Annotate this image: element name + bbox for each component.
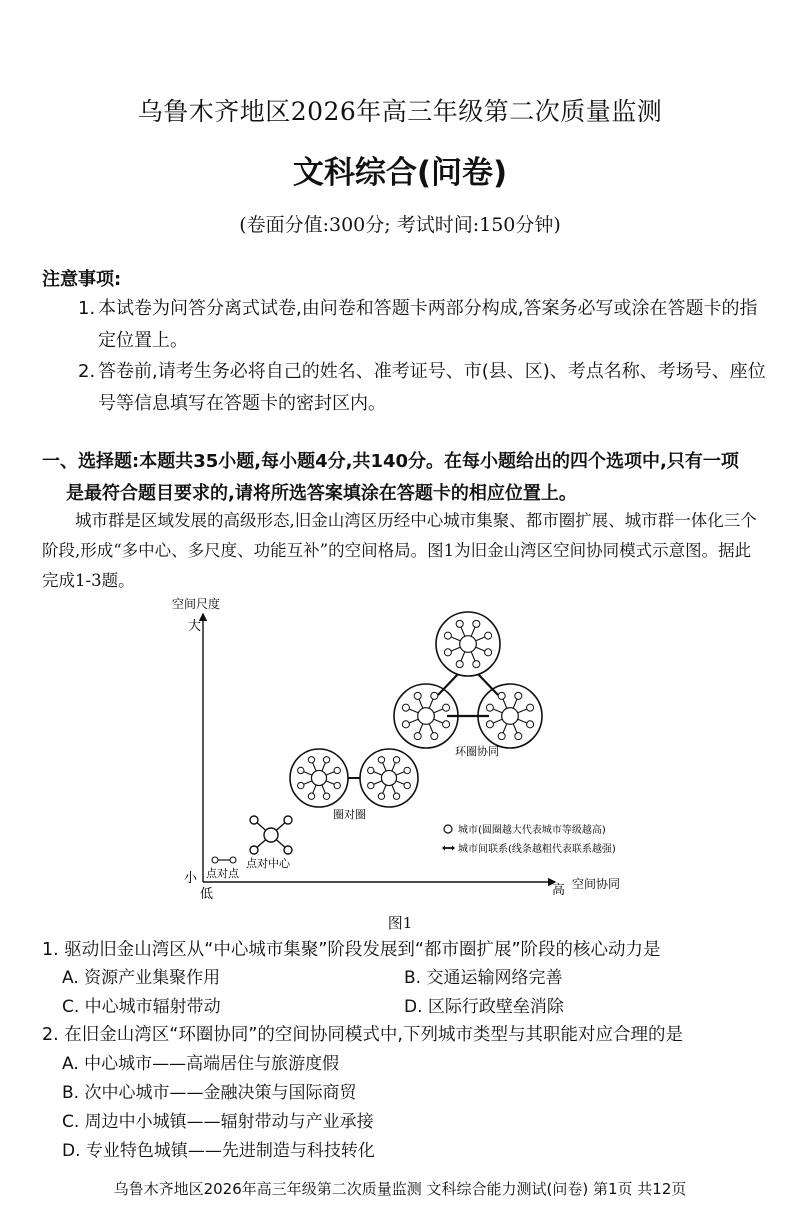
- city-node: [498, 692, 505, 699]
- city-hub: [502, 708, 519, 725]
- section-heading-line: 是最符合题目要求的,请将所选答案填涂在答题卡的相应位置上。: [66, 483, 577, 504]
- city-node: [444, 649, 451, 656]
- section-heading-line: 一、选择题:本题共35小题,每小题4分,共140分。在每小题给出的四个选项中,只有一项: [42, 451, 739, 472]
- city-node: [393, 757, 399, 763]
- city-node: [444, 632, 451, 639]
- question-2-stem: 2. 在旧金山湾区“环圈协同”的空间协同模式中,下列城市类型与其职能对应合理的是: [42, 1025, 683, 1045]
- city-node: [378, 793, 384, 799]
- question-intro: 城市群是区域发展的高级形态,旧金山湾区历经中心城市集聚、都市圈扩展、城市群一体化三个阶段,形成“多中心、多尺度、功能互补”的空间格局。图1为旧金山湾区空间协同模式示意图。据此完成1-3题。: [42, 511, 757, 590]
- city-node: [443, 704, 450, 711]
- city-node: [456, 661, 463, 668]
- stage-label: 环圈协同: [455, 745, 499, 758]
- notice-item: [78, 293, 768, 357]
- city-node: [323, 757, 329, 763]
- notice-heading: 注意事项:: [42, 269, 122, 290]
- section-heading: [42, 446, 767, 510]
- figure-caption: 图1: [387, 914, 413, 932]
- city-node: [527, 704, 534, 711]
- city-node: [414, 733, 421, 740]
- city-node: [485, 632, 492, 639]
- legend-text: 城市(圆圈越大代表城市等级越高): [458, 825, 606, 836]
- city-node: [486, 721, 493, 728]
- x-low-label: 低: [200, 887, 214, 902]
- city-node: [485, 649, 492, 656]
- figure-1-diagram: [160, 592, 660, 907]
- city-node: [473, 620, 480, 627]
- x-high-label: 高: [552, 883, 566, 898]
- city-node: [498, 733, 505, 740]
- city-node: [323, 793, 329, 799]
- city-hub: [418, 708, 435, 725]
- exam-info: (卷面分值:300分; 考试时间:150分钟): [239, 214, 561, 236]
- question-1-option-a[interactable]: A. 资源产业集聚作用: [62, 968, 221, 988]
- city-node: [527, 721, 534, 728]
- city-node: [368, 767, 374, 773]
- city-node: [368, 782, 374, 788]
- stage-label: 点对点: [206, 867, 239, 880]
- question-2-option-b[interactable]: B. 次中心城市——金融决策与国际商贸: [62, 1083, 357, 1103]
- y-low-label: 小: [184, 871, 198, 886]
- exam-title: 乌鲁木齐地区2026年高三年级第二次质量监测: [137, 97, 663, 126]
- city-node: [431, 692, 438, 699]
- city-node: [402, 721, 409, 728]
- city-node: [378, 757, 384, 763]
- exam-subtitle: 文科综合(问卷): [292, 155, 508, 191]
- metro-ring-right: [360, 749, 418, 807]
- page-footer: 乌鲁木齐地区2026年高三年级第二次质量监测 文科综合能力测试(问卷) 第1页 共12页: [113, 1180, 687, 1198]
- metro-ring-top: [436, 612, 500, 676]
- notice-item: [78, 356, 768, 420]
- city-node: [414, 692, 421, 699]
- stage-label: 圈对圈: [333, 808, 366, 821]
- city-hub: [311, 770, 326, 785]
- y-high-label: 大: [188, 619, 202, 634]
- legend-circle-icon: [444, 825, 452, 833]
- stage-label: 点对中心: [246, 857, 290, 870]
- notice-item-text: 答卷前,请考生务必将自己的姓名、准考证号、市(县、区)、考点名称、考场号、座位号等信息填写在答题卡的密封区内。: [98, 361, 766, 414]
- city-node: [298, 767, 304, 773]
- city-node: [515, 692, 522, 699]
- question-1-option-c[interactable]: C. 中心城市辐射带动: [62, 997, 221, 1017]
- city-hub: [460, 636, 477, 653]
- question-2-option-c[interactable]: C. 周边中小城镇——辐射带动与产业承接: [62, 1112, 374, 1132]
- question-1-option-b[interactable]: B. 交通运输网络完善: [404, 968, 563, 988]
- city-node: [443, 721, 450, 728]
- city-node: [456, 620, 463, 627]
- stage-point-to-center: [250, 816, 292, 854]
- figure-legend: [442, 823, 616, 855]
- city-node: [431, 733, 438, 740]
- question-2-option-a[interactable]: A. 中心城市——高端居住与旅游度假: [62, 1054, 340, 1074]
- legend-text: 城市间联系(线条越粗代表联系越强): [458, 844, 616, 855]
- x-axis-label: 空间协同: [572, 877, 621, 891]
- city-node: [402, 704, 409, 711]
- question-2-option-d[interactable]: D. 专业特色城镇——先进制造与科技转化: [62, 1141, 375, 1161]
- notice-item-number: 1.: [78, 298, 96, 319]
- metro-ring-left: [290, 749, 348, 807]
- city-node: [486, 704, 493, 711]
- city-node: [404, 782, 410, 788]
- city-node: [404, 767, 410, 773]
- city-node: [334, 767, 340, 773]
- y-axis-label: 空间尺度: [172, 597, 221, 611]
- city-node: [308, 757, 314, 763]
- city-hub: [381, 770, 396, 785]
- question-1-stem: 1. 驱动旧金山湾区从“中心城市集聚”阶段发展到“都市圈扩展”阶段的核心动力是: [42, 940, 661, 960]
- city-node: [473, 661, 480, 668]
- stage-point-to-point: [206, 857, 240, 880]
- city-node: [308, 793, 314, 799]
- city-node: [334, 782, 340, 788]
- notice-item-number: 2.: [78, 361, 96, 382]
- city-node: [393, 793, 399, 799]
- city-node: [515, 733, 522, 740]
- question-1-option-d[interactable]: D. 区际行政壁垒消除: [404, 997, 564, 1017]
- notice-item-text: 本试卷为问答分离式试卷,由问卷和答题卡两部分构成,答案务必写或涂在答题卡的指定位置上。: [98, 298, 758, 351]
- city-node: [298, 782, 304, 788]
